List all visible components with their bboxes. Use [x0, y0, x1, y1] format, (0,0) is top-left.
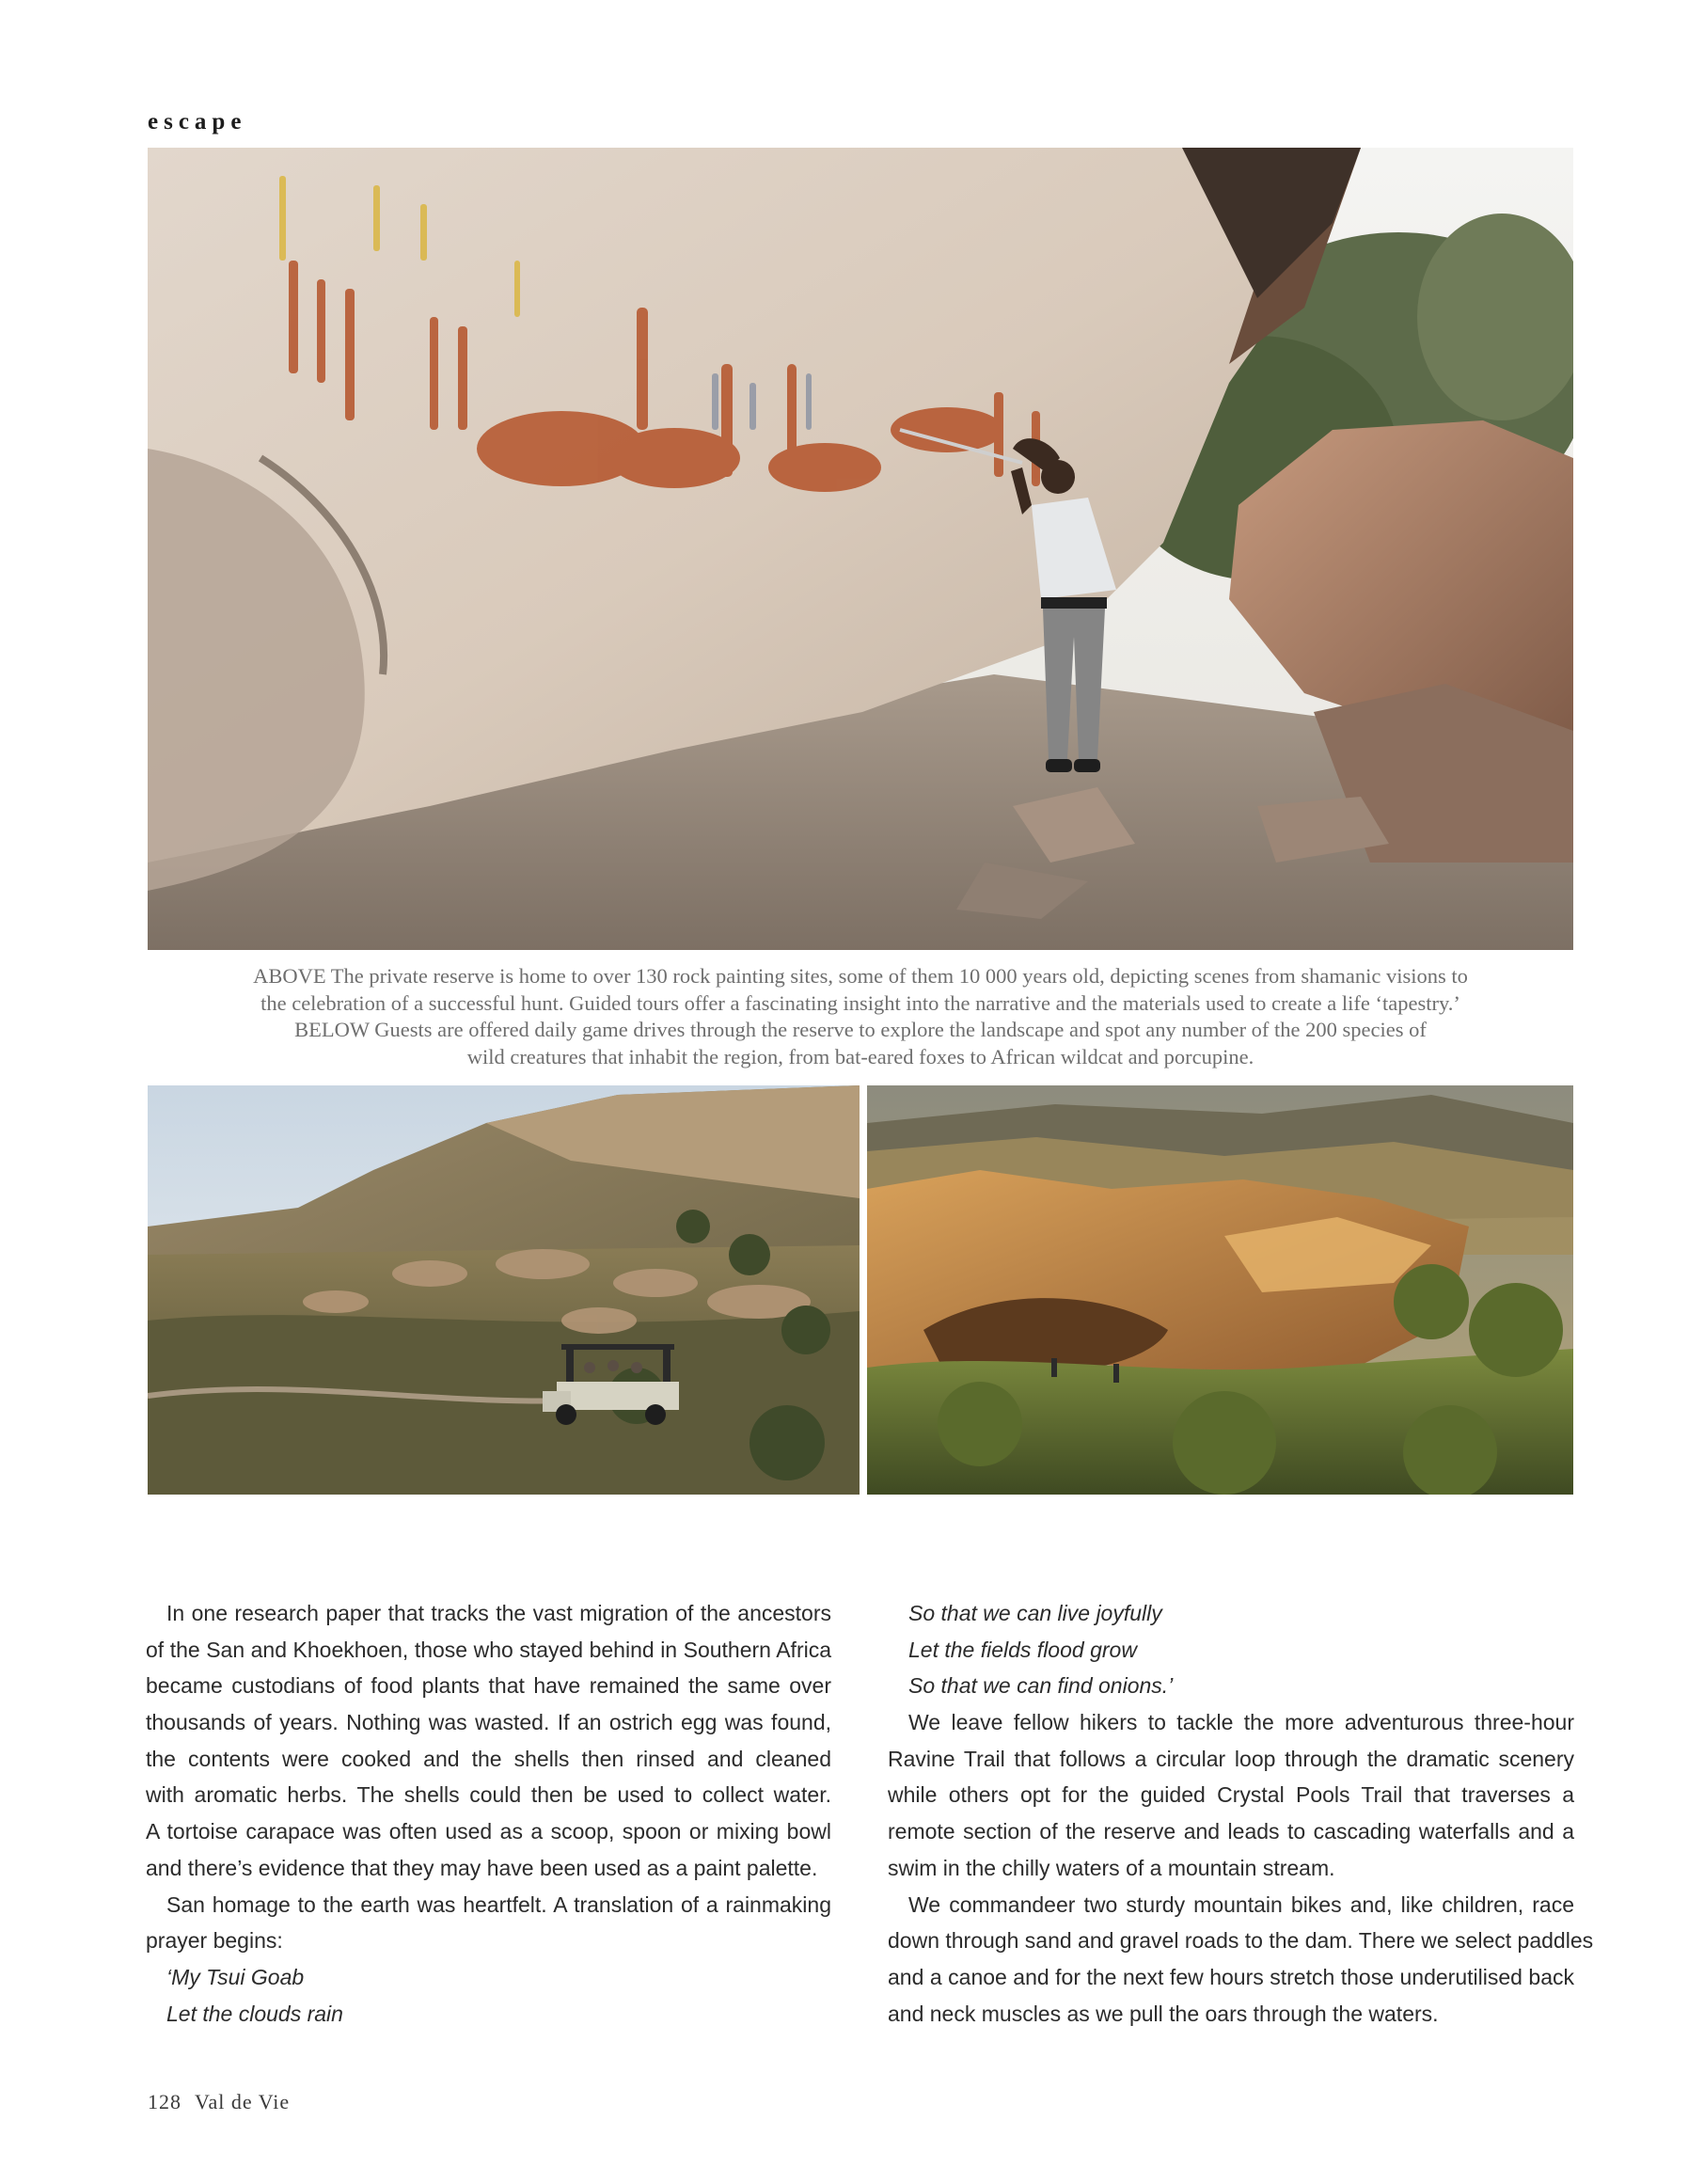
caption-line: ABOVE The private reserve is home to over 130 rock painting sites, some of them 10 000 years old, depicting scenes from shamanic visions to: [253, 964, 1468, 988]
game-drive-photo: [148, 1085, 860, 1495]
page-footer: [148, 2090, 290, 2114]
body-line: with aromatic herbs. The shells could then be used to collect water.: [146, 1782, 831, 1808]
prayer-line: Let the fields flood grow: [908, 1637, 1137, 1662]
prayer-line: Let the clouds rain: [166, 2001, 343, 2026]
body-line: swim in the chilly waters of a mountain stream.: [888, 1855, 1335, 1880]
photo-caption: [148, 963, 1573, 1070]
body-line: In one research paper that tracks the vast migration of the ancestors: [166, 1601, 831, 1625]
body-line: San homage to the earth was heartfelt. A translation of a rainmaking: [166, 1891, 831, 1917]
body-line: became custodians of food plants that have remained the same over: [146, 1673, 831, 1699]
page-number: 128: [148, 2090, 181, 2113]
body-line: prayer begins:: [146, 1928, 283, 1954]
caption-line: BELOW Guests are offered daily game drives through the reserve to explore the landscape and spot any number of the 200 species of: [294, 1018, 1427, 1041]
body-line: Ravine Trail that follows a circular loop through the dramatic scenery: [888, 1746, 1574, 1771]
rock-formation-photo: [867, 1085, 1573, 1495]
body-line: down through sand and gravel roads to the dam. There we select paddles: [888, 1928, 1594, 1954]
section-tag: escape: [148, 109, 247, 135]
rock-painting-photo: [148, 148, 1573, 950]
publication-name: Val de Vie: [195, 2090, 291, 2113]
body-line: of the San and Khoekhoen, those who stayed behind in Southern Africa: [146, 1637, 831, 1662]
caption-line: the celebration of a successful hunt. Guided tours offer a fascinating insight into the narrative and the materials used to create a life ‘tapestry.’: [260, 990, 1460, 1015]
body-line: and a canoe and for the next few hours stretch those underutilised back: [888, 1964, 1574, 1989]
body-line: We commandeer two sturdy mountain bikes and, like children, race: [908, 1891, 1574, 1917]
body-line: We leave fellow hikers to tackle the more adventurous three-hour: [908, 1710, 1574, 1735]
prayer-line: So that we can find onions.’: [908, 1673, 1174, 1699]
prayer-line: So that we can live joyfully: [908, 1601, 1162, 1625]
article-column-right: [888, 1595, 1594, 2032]
body-line: and there’s evidence that they may have been used as a paint palette.: [146, 1855, 818, 1880]
caption-line: wild creatures that inhabit the region, from bat-eared foxes to African wildcat and porcupine.: [466, 1044, 1254, 1068]
body-line: the contents were cooked and the shells then rinsed and cleaned: [146, 1746, 831, 1771]
prayer-line: ‘My Tsui Goab: [166, 1964, 305, 1989]
body-line: A tortoise carapace was often used as a scoop, spoon or mixing bowl: [146, 1819, 831, 1844]
body-line: while others opt for the guided Crystal Pools Trail that traverses a: [888, 1782, 1574, 1808]
article-column-left: [146, 1595, 831, 2032]
body-line: remote section of the reserve and leads to cascading waterfalls and a: [888, 1819, 1574, 1844]
body-line: thousands of years. Nothing was wasted. If an ostrich egg was found,: [146, 1710, 831, 1735]
body-line: and neck muscles as we pull the oars through the waters.: [888, 2001, 1439, 2026]
